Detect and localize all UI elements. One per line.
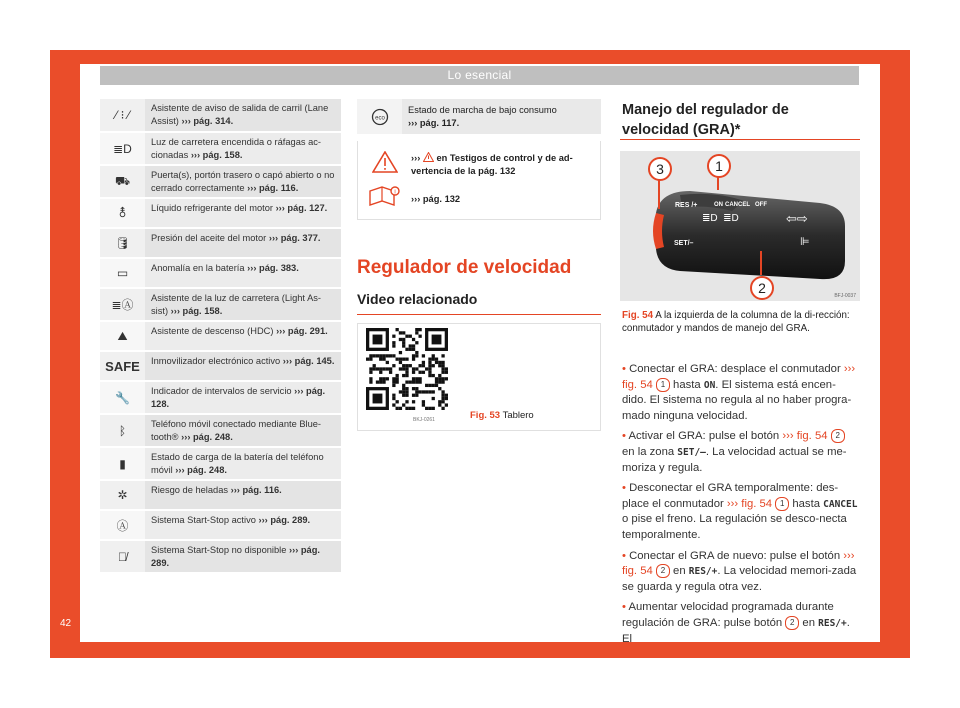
- indicator-ref[interactable]: ››› pág. 128.: [151, 386, 326, 409]
- callout-number: 2: [831, 429, 845, 443]
- bullet-icon: •: [622, 363, 626, 375]
- right-title-rule: [620, 139, 860, 140]
- indicator-row: [100, 322, 341, 352]
- page-number: 42: [60, 618, 72, 629]
- stalk-label-off: OFF: [755, 202, 767, 208]
- warning-small-icon: [423, 152, 434, 162]
- page-header: Lo esencial: [100, 66, 859, 85]
- indicator-label: Estado de carga de la batería del teléfono móvil: [151, 452, 324, 475]
- indicator-label: Asistente de aviso de salida de carril (Lane Assist): [151, 103, 329, 126]
- indicator-ref[interactable]: ››› pág. 383.: [247, 263, 299, 273]
- indicator-ref[interactable]: ››› pág. 248.: [175, 464, 227, 475]
- indicator-ref[interactable]: ››› pág. 291.: [276, 326, 328, 336]
- callout-number: 2: [656, 564, 670, 578]
- indicator-ref[interactable]: ››› pág. 116.: [230, 485, 282, 495]
- instruction-text: . La velocidad memori-zada se guarda y regula otra vez.: [622, 565, 857, 593]
- video-fig-code: BKJ-0261: [413, 417, 435, 423]
- indicator-row: [100, 415, 341, 448]
- section-title: Regulador de velocidad: [357, 257, 572, 278]
- indicator-ref[interactable]: ››› pág. 145.: [282, 356, 335, 366]
- indicator-table: [100, 99, 341, 574]
- indicator-row: [100, 199, 341, 229]
- indicator-text: [145, 415, 341, 446]
- instruction-text: en la zona: [622, 445, 678, 458]
- eco-ref[interactable]: ››› pág. 117.: [408, 117, 460, 128]
- instruction-item: [622, 481, 858, 543]
- indicator-ref[interactable]: ››› pág. 289.: [258, 515, 311, 525]
- start-stop-off-icon: Ⓐ̸: [100, 541, 145, 572]
- manual-book-icon: [368, 183, 402, 209]
- video-fig-text: Tablero: [502, 410, 534, 421]
- eco-icon: [357, 99, 402, 134]
- bullet-icon: •: [622, 549, 626, 562]
- warning-triangle-icon: [372, 151, 398, 173]
- stalk-label-cancel: CANCEL: [725, 202, 750, 208]
- start-stop-icon: Ⓐ: [100, 511, 145, 539]
- indicator-text: [145, 541, 341, 572]
- indicator-row: [100, 289, 341, 322]
- figure-ref-link[interactable]: ››› fig. 54: [622, 363, 856, 391]
- bluetooth-phone-icon: ᛒ: [100, 415, 145, 446]
- instruction-text: Conectar el GRA de nuevo: pulse el botón: [629, 549, 844, 562]
- coolant-icon: ⚨: [100, 199, 145, 227]
- figure-54-label: Fig. 54: [622, 310, 654, 321]
- eco-text: [402, 99, 601, 134]
- oil-pressure-icon: 🛢: [100, 229, 145, 257]
- instruction-text: hasta: [789, 497, 824, 510]
- eco-row: [357, 99, 601, 134]
- bullet-icon: •: [622, 482, 626, 495]
- eco-table: [357, 99, 601, 134]
- stalk-label-on: ON: [714, 202, 723, 208]
- light-assist-icon: ≣Ⓐ: [100, 289, 145, 320]
- door-open-icon: ⛟: [100, 166, 145, 197]
- indicator-text: [145, 259, 341, 287]
- indicator-row: [100, 259, 341, 289]
- indicator-text: [145, 166, 341, 197]
- stalk-label-res: RES /+: [675, 202, 698, 209]
- indicator-ref[interactable]: ››› pág. 116.: [247, 182, 299, 193]
- indicator-row: [100, 229, 341, 259]
- instruction-text: hasta: [669, 378, 704, 391]
- instruction-text: Conectar el GRA: desplace el conmutador: [629, 363, 844, 375]
- callout-3: 3: [648, 157, 672, 181]
- eco-label: Estado de marcha de bajo consumo: [408, 105, 557, 115]
- stalk-label-set: SET/–: [674, 240, 694, 247]
- instruction-list: [622, 362, 858, 652]
- instruction-text: . El sistema está encen-dido. El sistema no regula al no haber progra-mado ninguna velocidad.: [622, 378, 852, 422]
- video-title: Video relacionado: [357, 291, 478, 307]
- indicator-row: [100, 166, 341, 199]
- instruction-item: [622, 549, 858, 596]
- phone-battery-icon: ▮: [100, 448, 145, 479]
- warning-box: [357, 141, 601, 220]
- frost-icon: ✲: [100, 481, 145, 509]
- instruction-text: . La velocidad actual se me-moriza y regula.: [622, 445, 847, 474]
- bullet-icon: •: [622, 430, 626, 443]
- indicator-row: [100, 481, 341, 511]
- bullet-icon: •: [622, 601, 626, 614]
- video-fig-caption: [470, 410, 534, 421]
- instruction-item: [622, 362, 858, 424]
- indicator-text: [145, 352, 341, 380]
- callout-1-line: [717, 176, 719, 190]
- safe-immobilizer-icon: SAFE: [100, 352, 145, 380]
- instruction-text: Aumentar velocidad programada durante regulación de GRA: pulse botón: [622, 601, 834, 629]
- indicator-text: [145, 99, 341, 131]
- indicator-row: [100, 511, 341, 541]
- callout-2: 2: [750, 276, 774, 300]
- warning-line2[interactable]: ››› pág. 132: [411, 194, 461, 204]
- callout-number: 1: [775, 497, 789, 511]
- indicator-label: Sistema Start-Stop no disponible: [151, 545, 287, 555]
- instruction-item: [622, 600, 858, 647]
- indicator-row: [100, 541, 341, 574]
- indicator-text: [145, 289, 341, 320]
- video-fig-label: Fig. 53: [470, 410, 501, 421]
- video-figure: [357, 323, 601, 431]
- indicator-ref[interactable]: ››› pág. 314.: [181, 115, 234, 126]
- indicator-label: Anomalía en la batería: [151, 263, 245, 273]
- service-wrench-icon: 🔧: [100, 382, 145, 413]
- svg-text:i: i: [394, 189, 396, 196]
- figure-ref-link[interactable]: ››› fig. 54: [622, 549, 855, 578]
- battery-icon: ▭: [100, 259, 145, 287]
- figure-54: [620, 151, 860, 301]
- instruction-item: [622, 429, 858, 476]
- instruction-text: Desconectar el GRA temporalmente: des-place el conmutador: [622, 482, 839, 510]
- control-label: ON: [703, 379, 716, 391]
- indicator-label: Presión del aceite del motor: [151, 233, 267, 243]
- indicator-label: Indicador de intervalos de servicio: [151, 386, 292, 396]
- hill-descent-icon: ⛰: [100, 322, 145, 350]
- figure-54-code: BFJ-0037: [834, 293, 856, 299]
- headlight-flash-icon: ≣D: [100, 133, 145, 164]
- control-label: RES/+: [688, 566, 718, 578]
- indicator-label: Riesgo de heladas: [151, 485, 229, 495]
- stalk-turn-icon: ⇦⇨: [786, 211, 808, 226]
- callout-2-line: [760, 251, 762, 275]
- figure-ref-link[interactable]: ››› fig. 54: [726, 497, 773, 510]
- warning-line1: [411, 152, 591, 177]
- instruction-text: Activar el GRA: pulse el botón: [628, 430, 783, 443]
- callout-number: 1: [656, 378, 670, 392]
- video-rule: [357, 314, 601, 315]
- indicator-ref[interactable]: ››› pág. 158.: [170, 305, 223, 316]
- instruction-text: en: [669, 565, 689, 578]
- indicator-ref[interactable]: ››› pág. 289.: [151, 545, 320, 568]
- stalk-washer-icon: ⊫: [800, 236, 810, 248]
- indicator-text: [145, 322, 341, 350]
- indicator-label: Puerta(s), portón trasero o capó abierto o no cerrado correctamente: [151, 170, 335, 193]
- indicator-label: Líquido refrigerante del motor: [151, 203, 273, 213]
- qr-code-icon[interactable]: [366, 328, 448, 410]
- callout-number: 2: [785, 616, 799, 630]
- indicator-label: Luz de carretera encendida o ráfagas ac-cionadas: [151, 137, 322, 160]
- stalk-lights-icon: ≣D ≣D: [702, 213, 739, 224]
- callout-3-line: [658, 179, 660, 209]
- indicator-text: [145, 511, 341, 539]
- indicator-row: [100, 99, 341, 133]
- instruction-text: en: [799, 616, 819, 629]
- indicator-text: [145, 382, 341, 413]
- indicator-row: [100, 352, 341, 382]
- indicator-ref[interactable]: ››› pág. 127.: [275, 203, 328, 213]
- instruction-text: . El: [622, 616, 850, 645]
- indicator-ref[interactable]: ››› pág. 158.: [190, 149, 243, 160]
- right-title: Manejo del regulador de velocidad (GRA)*: [622, 102, 789, 138]
- indicator-ref[interactable]: ››› pág. 377.: [268, 233, 321, 243]
- warning-arrows: ›››: [411, 153, 421, 163]
- control-label: SET/–: [677, 446, 706, 458]
- control-label: CANCEL: [823, 498, 858, 510]
- indicator-text: [145, 448, 341, 479]
- indicator-label: Asistente de la luz de carretera (Light As-sist): [151, 293, 322, 316]
- indicator-text: [145, 133, 341, 164]
- figure-54-caption: [622, 309, 856, 335]
- warning-ref-text[interactable]: en Testigos de control y de ad-vertencia de la pág. 132: [411, 153, 573, 176]
- callout-1: 1: [707, 154, 731, 178]
- indicator-text: [145, 199, 341, 227]
- indicator-text: [145, 229, 341, 257]
- control-label: RES/+: [818, 617, 847, 629]
- indicator-row: [100, 382, 341, 415]
- indicator-row: [100, 133, 341, 166]
- indicator-label: Teléfono móvil conectado mediante Blue-tooth®: [151, 419, 322, 442]
- lane-assist-icon: ⁄ ⁝ ⁄: [100, 99, 145, 131]
- indicator-ref[interactable]: ››› pág. 248.: [181, 431, 233, 442]
- figure-54-text: A la izquierda de la columna de la di-rección: conmutador y mandos de manejo del GRA.: [622, 310, 850, 334]
- indicator-label: Sistema Start-Stop activo: [151, 515, 256, 525]
- indicator-row: [100, 448, 341, 481]
- indicator-label: Asistente de descenso (HDC): [151, 326, 274, 336]
- svg-text:eco: eco: [374, 115, 385, 121]
- figure-ref-link[interactable]: ››› fig. 54: [782, 430, 828, 443]
- instruction-text: o pise el freno. La regulación se desco-necta temporalmente.: [622, 513, 847, 541]
- indicator-text: [145, 481, 341, 509]
- indicator-label: Inmovilizador electrónico activo: [151, 356, 281, 366]
